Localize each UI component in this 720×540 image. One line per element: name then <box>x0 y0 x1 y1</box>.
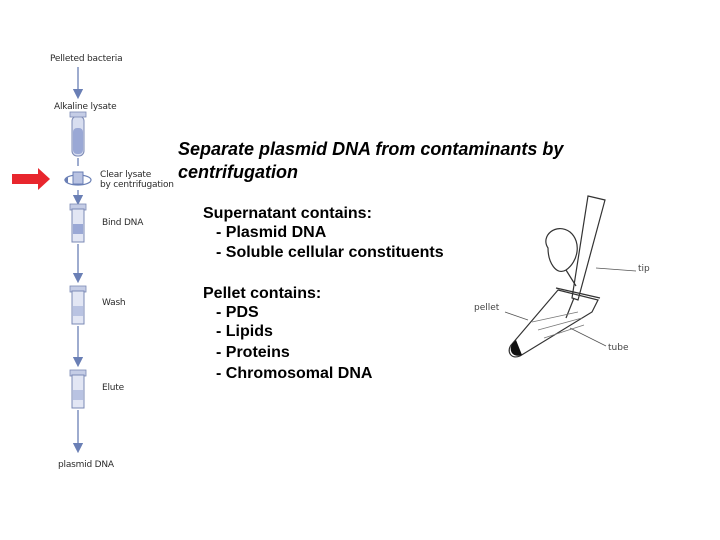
tube-lid-icon <box>546 229 577 272</box>
tube-label: tube <box>608 343 629 353</box>
pellet-label: pellet <box>474 303 500 313</box>
pellet-item: - PDS <box>216 304 259 321</box>
supernatant-heading: Supernatant contains: <box>203 205 372 222</box>
supernatant-item: - Soluble cellular constituents <box>216 244 444 261</box>
pellet-item: - Proteins <box>216 344 290 361</box>
step-label-clear-lysate: Clear lysate by centrifugation <box>100 170 174 190</box>
supernatant-item: - Plasmid DNA <box>216 224 327 241</box>
tip-label: tip <box>638 264 650 274</box>
step-label-elute: Elute <box>102 383 124 393</box>
pellet-icon <box>511 340 522 356</box>
step-label-pelleted-bacteria: Pelleted bacteria <box>50 54 123 64</box>
step-label-plasmid-dna: plasmid DNA <box>58 460 114 470</box>
step-label-alkaline-lysate: Alkaline lysate <box>54 102 117 112</box>
tube-body-icon <box>509 290 598 357</box>
pellet-heading: Pellet contains: <box>203 285 322 302</box>
pellet-item: - Lipids <box>216 323 273 340</box>
pellet-item: - Chromosomal DNA <box>216 365 373 382</box>
step-label-wash: Wash <box>102 298 126 308</box>
step-label-bind-dna: Bind DNA <box>102 218 144 228</box>
page-title: Separate plasmid DNA from contaminants by centrifugation <box>178 139 564 182</box>
